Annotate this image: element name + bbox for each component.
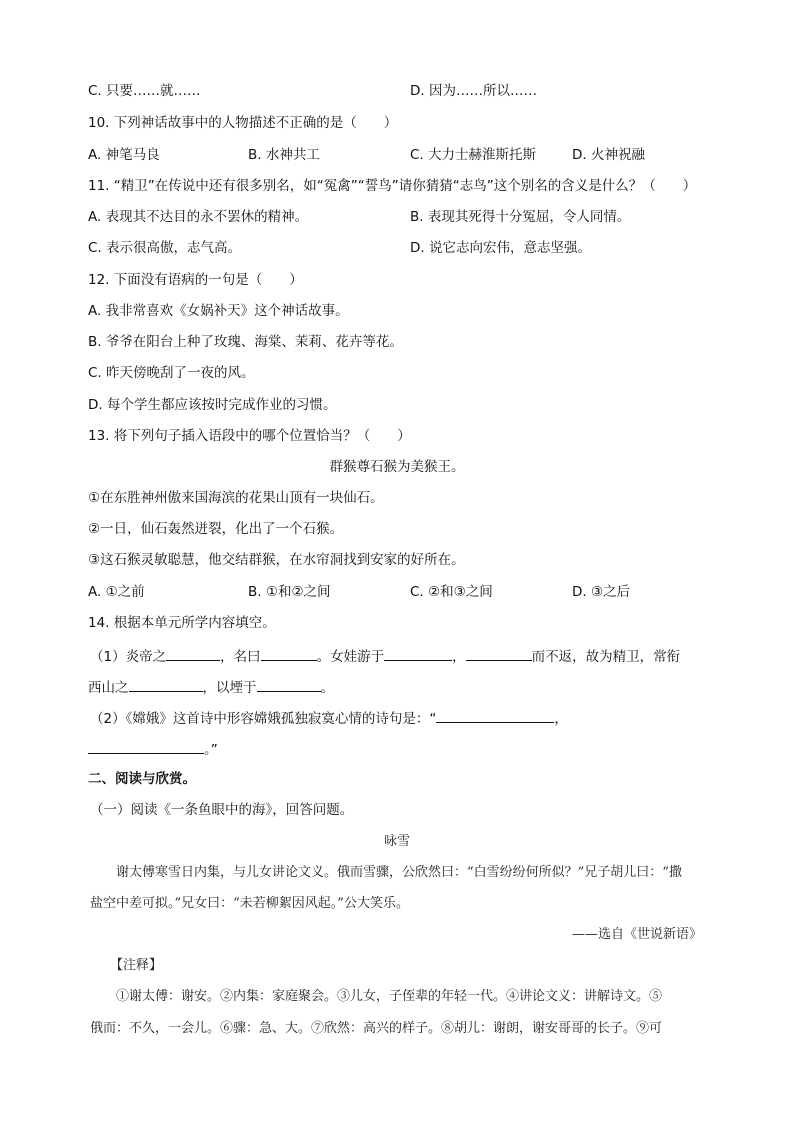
q13-option-a: A. ①之前: [88, 584, 145, 600]
q9-option-c: C. 只要……就……: [88, 83, 201, 99]
fill-blank[interactable]: [384, 646, 452, 661]
q14-text: ，: [554, 711, 568, 727]
notes-title: 【注释】: [110, 958, 163, 973]
fill-blank[interactable]: [436, 708, 554, 723]
q11-option-b: B. 表现其死得十分冤屈，令人同情。: [410, 209, 631, 225]
q14-line-1: [90, 646, 680, 666]
q13-passage-2: ②一日，仙石轰然迸裂，化出了一个石猴。: [88, 521, 344, 537]
section-subtitle: （一）阅读《一条鱼眼中的海》，回答问题。: [90, 802, 354, 818]
poem-line-2: 盐空中差可拟。”兄女曰：“未若柳絮因风起。”公大笑乐。: [90, 896, 409, 911]
q13-insert-sentence: 群猴尊石猴为美猴王。: [329, 459, 465, 475]
fill-blank[interactable]: [166, 646, 220, 661]
q13-passage-3: ③这石猴灵敏聪慧，他交结群猴，在水帘洞找到安家的好所在。: [88, 552, 465, 568]
q14-line-3: [90, 708, 568, 728]
q14-text: 而不返，故为精卫，常衔: [531, 649, 681, 665]
q14-text: 。”: [204, 742, 218, 758]
q14-text: （2）《嫦娥》这首诗中形容嫦娥孤独寂寞心情的诗句是：“: [90, 711, 437, 727]
q13-passage-1: ①在东胜神州傲来国海滨的花果山顶有一块仙石。: [88, 490, 384, 506]
fill-blank[interactable]: [257, 677, 321, 692]
fill-blank[interactable]: [466, 646, 532, 661]
q14-text: ，以堙于: [202, 680, 257, 696]
q10-option-c: C. 大力士赫淮斯托斯: [410, 147, 537, 163]
q14-text: 。女娃游于: [316, 649, 385, 665]
fill-blank[interactable]: [88, 739, 204, 754]
q14-stem: 14. 根据本单元所学内容填空。: [88, 615, 276, 631]
notes-line-1: ①谢太傅：谢安。②内集：家庭聚会。③儿女，子侄辈的年轻一代。④讲论文义：讲解诗文。⑤: [116, 989, 663, 1004]
fill-blank[interactable]: [129, 677, 203, 692]
poem-source: ——选自《世说新语》: [571, 927, 702, 942]
q14-text: 西山之: [88, 680, 129, 696]
q10-option-d: D. 火神祝融: [572, 147, 645, 163]
q9-option-d: D. 因为……所以……: [410, 83, 537, 99]
q11-option-c: C. 表示很高傲，志气高。: [88, 240, 242, 256]
notes-line-2: 俄而：不久，一会儿。⑥骤：急、大。⑦欣然：高兴的样子。⑧胡儿：谢朗，谢安哥哥的长子。⑨可: [90, 1021, 663, 1036]
q14-text: ，: [452, 649, 466, 665]
q14-text: （1）炎帝之: [90, 649, 167, 665]
section-title: 二、阅读与欣赏。: [88, 771, 196, 787]
q12-option-c: C. 昨天傍晚刮了一夜的风。: [88, 365, 255, 381]
q14-line-4: [88, 739, 218, 759]
q12-stem: 12. 下面没有语病的一句是（ ）: [88, 272, 303, 288]
q14-line-2: [88, 677, 334, 697]
poem-title: 咏雪: [383, 834, 410, 849]
q11-option-a: A. 表现其不达目的永不罢休的精神。: [88, 209, 309, 225]
q13-option-d: D. ③之后: [572, 584, 631, 600]
q14-text: ，名曰: [220, 649, 261, 665]
q13-option-c: C. ②和③之间: [410, 584, 493, 600]
fill-blank[interactable]: [261, 646, 317, 661]
q10-option-b: B. 水神共工: [248, 147, 320, 163]
q14-text: 。: [320, 680, 334, 696]
q12-option-b: B. 爷爷在阳台上种了玫瑰、海棠、茉莉、花卉等花。: [88, 334, 403, 350]
poem-line-1: 谢太傅寒雪日内集，与儿女讲论文义。俄而雪骤，公欣然曰：“白雪纷纷何所似？”兄子胡儿曰：“撒: [116, 865, 682, 880]
q13-option-b: B. ①和②之间: [248, 584, 331, 600]
q13-stem: 13. 将下列句子插入语段中的哪个位置恰当？（ ）: [88, 428, 411, 444]
q11-option-d: D. 说它志向宏伟，意志坚强。: [410, 240, 591, 256]
q11-stem: 11. “精卫”在传说中还有很多别名，如“冤禽”“誓鸟”请你猜猜“志鸟”这个别名的含义是什么？（ ）: [88, 178, 697, 194]
q12-option-d: D. 每个学生都应该按时完成作业的习惯。: [88, 397, 337, 413]
q10-stem: 10. 下列神话故事中的人物描述不正确的是（ ）: [88, 115, 398, 131]
q10-option-a: A. 神笔马良: [88, 147, 160, 163]
q12-option-a: A. 我非常喜欢《女娲补天》这个神话故事。: [88, 303, 349, 319]
